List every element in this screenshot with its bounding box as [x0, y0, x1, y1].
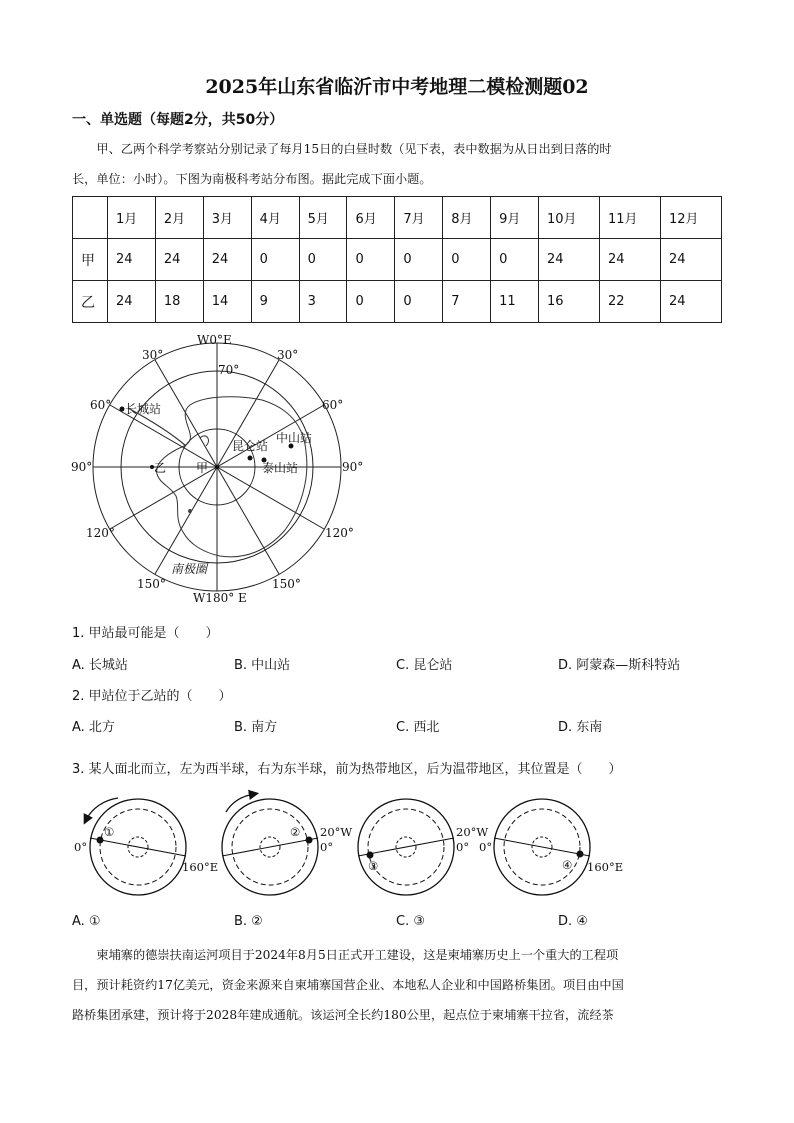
question-2-stem: 2. 甲站位于乙站的（ ）	[72, 689, 232, 704]
rotation-arrow-1	[86, 798, 118, 820]
g2-zero-label: 0°	[320, 840, 334, 854]
table-cell: 0	[491, 239, 539, 281]
table-header-cell: 2月	[155, 197, 203, 239]
q2-option-d[interactable]: D. 东南	[558, 720, 603, 735]
table-cell: 0	[347, 281, 395, 323]
deg-120-west-label: 120°	[86, 526, 115, 540]
table-cell: 0	[299, 239, 347, 281]
row-label-jia: 甲	[73, 239, 108, 281]
table-row	[73, 281, 722, 323]
zhongshan-label: 中山站	[276, 431, 313, 445]
g4-zero-label: 0°	[479, 840, 493, 854]
table-cell: 24	[660, 281, 721, 323]
table-cell: 0	[347, 239, 395, 281]
table-cell: 0	[395, 281, 443, 323]
globe-2	[222, 794, 318, 895]
map-bottom-label: W180° E	[193, 591, 247, 605]
page-title: 2025年山东省临沂市中考地理二模检测题02	[205, 76, 589, 98]
table-header-cell: 8月	[443, 197, 491, 239]
map-top-label: W0°E	[197, 333, 232, 347]
q1-option-c[interactable]: C. 昆仑站	[396, 658, 453, 673]
table-header-cell: 12月	[660, 197, 721, 239]
section-heading: 一、单选题（每题2分，共50分）	[72, 112, 284, 128]
jia-station-dot	[215, 465, 219, 469]
table-header-cell: 6月	[347, 197, 395, 239]
kunlun-station-dot	[248, 456, 253, 461]
table-corner-cell	[73, 197, 108, 239]
q1-option-a[interactable]: A. 长城站	[72, 658, 128, 673]
g4-point-label: ④	[562, 858, 573, 872]
deg-90-east-label: 90°	[342, 460, 364, 474]
daylight-table	[72, 196, 722, 323]
deg-90-west-label: 90°	[71, 460, 93, 474]
g3-zero-label: 0°	[456, 840, 470, 854]
changcheng-station-dot	[120, 407, 125, 412]
q3-option-d[interactable]: D. ④	[558, 914, 588, 929]
table-cell: 11	[491, 281, 539, 323]
question-3-stem: 3. 某人面北而立，左为西半球，右为东半球，前为热带地区，后为温带地区，其位置是（ ）	[72, 762, 622, 777]
g1-zero-label: 0°	[74, 840, 88, 854]
table-cell: 24	[660, 239, 721, 281]
g1-point-label: ①	[104, 825, 115, 839]
table-cell: 18	[155, 281, 203, 323]
passage-line-3: 路桥集团承建，预计将于2028年建成通航。该运河全长约180公里，起点位于柬埔寨干拉省，流经茶	[72, 1008, 614, 1022]
intro-paragraph	[72, 134, 722, 194]
table-header-cell: 5月	[299, 197, 347, 239]
q1-option-b[interactable]: B. 中山站	[234, 658, 291, 673]
q3-globe-diagrams	[60, 780, 740, 910]
table-cell: 0	[443, 239, 491, 281]
antarctic-circle-label: 南极圈	[171, 562, 208, 576]
q1-option-d[interactable]: D. 阿蒙森—斯科特站	[558, 658, 681, 673]
intro-line-1: 甲、乙两个科学考察站分别记录了每月15日的白昼时数（见下表，表中数据为从日出到日落的时	[96, 142, 612, 156]
taishan-label: 泰山站	[262, 461, 299, 475]
g3-20w-label: 20°W	[456, 825, 489, 839]
globe-4	[494, 799, 590, 895]
g3-point-label: ③	[368, 859, 379, 873]
globe-1	[86, 798, 186, 895]
table-cell: 7	[443, 281, 491, 323]
q3-option-b[interactable]: B. ②	[234, 914, 263, 929]
q2-option-c[interactable]: C. 西北	[396, 720, 440, 735]
table-header-cell: 9月	[491, 197, 539, 239]
jia-label: 甲	[196, 461, 209, 475]
table-cell: 3	[299, 281, 347, 323]
table-cell: 24	[108, 239, 156, 281]
table-cell: 24	[155, 239, 203, 281]
g2-point-label: ②	[290, 825, 301, 839]
changcheng-label: 长城站	[125, 402, 162, 416]
lat-70-label: 70°	[218, 363, 240, 377]
antarctica-station-map	[71, 328, 366, 610]
g1-160e-label: 160°E	[182, 860, 219, 874]
table-cell: 9	[251, 281, 299, 323]
g4-160e-label: 160°E	[587, 860, 624, 874]
table-header-cell: 11月	[599, 197, 660, 239]
coast-marker-dot	[188, 509, 192, 513]
g2-20w-label: 20°W	[320, 825, 353, 839]
table-header-cell: 4月	[251, 197, 299, 239]
deg-60-west-label: 60°	[90, 398, 112, 412]
table-header-cell: 3月	[203, 197, 251, 239]
table-cell: 0	[251, 239, 299, 281]
passage-line-1: 柬埔寨的德崇扶南运河项目于2024年8月5日正式开工建设，这是柬埔寨历史上一个重大的工程项	[96, 948, 619, 962]
deg-120-east-label: 120°	[325, 526, 354, 540]
kunlun-label: 昆仑站	[232, 439, 269, 453]
q3-option-a[interactable]: A. ①	[72, 914, 101, 929]
deg-60-east-label: 60°	[322, 398, 344, 412]
passage-line-2: 目，预计耗资约17亿美元，资金来源来自柬埔寨国营企业、本地私人企业和中国路桥集团。项目由中国	[72, 978, 624, 992]
table-cell: 24	[108, 281, 156, 323]
table-cell: 24	[539, 239, 600, 281]
table-cell: 24	[203, 239, 251, 281]
q2-option-b[interactable]: B. 南方	[234, 720, 278, 735]
intro-line-2: 长，单位：小时）。下图为南极科考站分布图。据此完成下面小题。	[72, 172, 432, 186]
question-1-stem: 1. 甲站最可能是（ ）	[72, 626, 219, 641]
deg-150-east-label: 150°	[272, 577, 301, 591]
table-row	[73, 239, 722, 281]
globe-3	[358, 799, 454, 895]
table-header-row	[73, 197, 722, 239]
table-cell: 16	[539, 281, 600, 323]
table-cell: 0	[395, 239, 443, 281]
deg-30-west-label: 30°	[142, 348, 164, 362]
q3-option-c[interactable]: C. ③	[396, 914, 425, 929]
canal-passage	[72, 940, 722, 1030]
table-cell: 22	[599, 281, 660, 323]
row-label-yi: 乙	[73, 281, 108, 323]
table-cell: 14	[203, 281, 251, 323]
deg-150-west-label: 150°	[137, 577, 166, 591]
table-header-cell: 7月	[395, 197, 443, 239]
yi-label: 乙	[154, 461, 167, 475]
table-cell: 24	[599, 239, 660, 281]
q2-option-a[interactable]: A. 北方	[72, 720, 115, 735]
table-header-cell: 10月	[539, 197, 600, 239]
deg-30-east-label: 30°	[277, 348, 299, 362]
table-header-cell: 1月	[108, 197, 156, 239]
